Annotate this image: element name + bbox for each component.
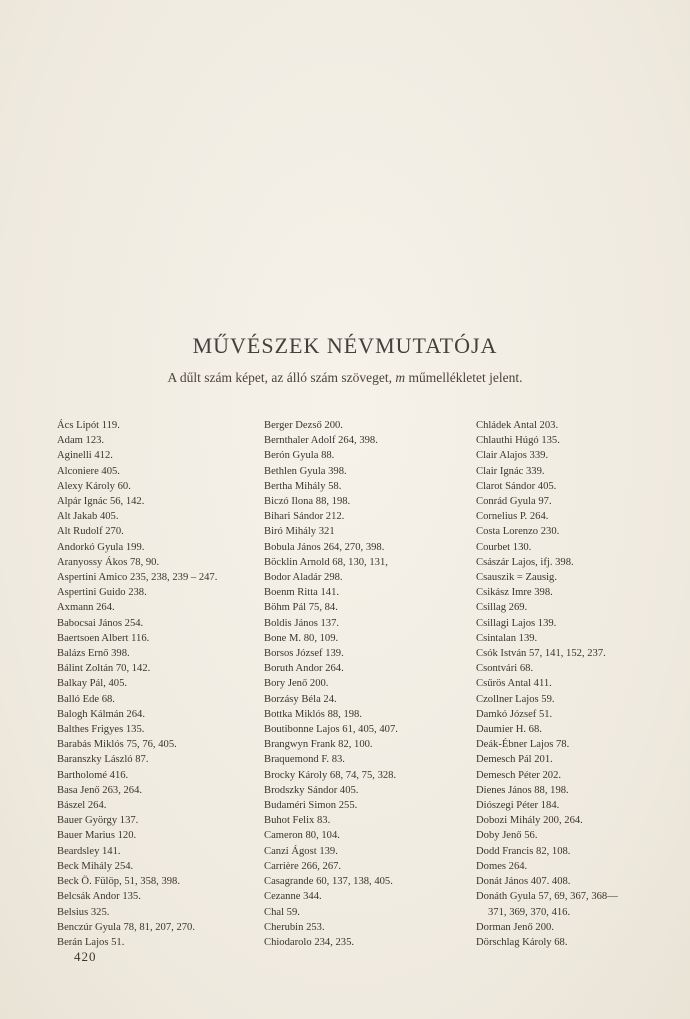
index-entry: Bernthaler Adolf 264, 398.	[264, 435, 378, 447]
index-entry: Babocsai János 254.	[57, 617, 144, 629]
index-entry: Demesch Péter 202.	[476, 769, 562, 781]
index-entry: Dodd Francis 82, 108.	[476, 845, 571, 857]
index-entry: Andorkó Gyula 199.	[57, 541, 145, 553]
index-entry: Axmann 264.	[57, 602, 115, 614]
index-entry: Baertsoen Albert 116.	[57, 632, 150, 644]
index-column-1	[57, 418, 257, 950]
index-entry: Balló Ede 68.	[57, 693, 115, 705]
index-entry: Bethlen Gyula 398.	[264, 465, 347, 477]
index-entry: Bartholomé 416.	[57, 769, 129, 781]
index-entry: Brangwyn Frank 82, 100.	[264, 739, 373, 751]
index-entry: Cornelius P. 264.	[476, 511, 549, 523]
index-entry: Beck Mihály 254.	[57, 860, 134, 872]
index-entry: Csillagi Lajos 139.	[476, 617, 557, 629]
index-entry: Aginelli 412.	[57, 450, 113, 462]
index-entry: Bauer Marius 120.	[57, 830, 137, 842]
index-entry: Beardsley 141.	[57, 845, 121, 857]
index-entry: Csillag 269.	[476, 602, 528, 614]
index-entry: Brocky Károly 68, 74, 75, 328.	[264, 769, 397, 781]
index-entry: Böhm Pál 75, 84.	[264, 602, 338, 614]
index-entry: Csűrös Antal 411.	[476, 678, 552, 690]
index-entry: Bálint Zoltán 70, 142.	[57, 663, 151, 675]
index-entry: Clair Alajos 339.	[476, 450, 549, 462]
index-entry: Boenm Ritta 141.	[264, 587, 340, 599]
index-entry: Bobula János 264, 270, 398.	[264, 541, 385, 553]
index-entry: Conrád Gyula 97.	[476, 496, 552, 508]
index-entry: Bone M. 80, 109.	[264, 632, 339, 644]
index-entry: Bauer György 137.	[57, 815, 139, 827]
index-entry: Domes 264.	[476, 860, 528, 872]
index-entry: Belsius 325.	[57, 906, 110, 918]
index-entry: Cezanne 344.	[264, 891, 322, 903]
index-entry: Casagrande 60, 137, 138, 405.	[264, 876, 393, 888]
index-entry: Dienes János 88, 198.	[476, 784, 569, 796]
index-entry: Budaméri Simon 255.	[264, 800, 358, 812]
subtitle-text-end: műmellékletet jelent.	[408, 370, 523, 385]
index-entry: Alt Rudolf 270.	[57, 526, 124, 538]
index-entry: Baranszky László 87.	[57, 754, 149, 766]
index-entry: Cherubin 253.	[264, 921, 325, 933]
index-entry: Bottka Miklós 88, 198.	[264, 708, 362, 720]
index-entry: Boldis János 137.	[264, 617, 340, 629]
index-entry: Biczó Ilona 88, 198.	[264, 496, 351, 508]
index-entry: Berón Gyula 88.	[264, 450, 335, 462]
index-entry: Aranyossy Ákos 78, 90.	[57, 556, 160, 568]
subtitle	[0, 370, 690, 386]
index-entry: Bory Jenő 200.	[264, 678, 329, 690]
index-entry: Berán Lajos 51.	[57, 936, 125, 948]
index-entry: Clair Ignác 339.	[476, 465, 545, 477]
index-entry: Dorman Jenő 200.	[476, 921, 554, 933]
index-entry: Alexy Károly 60.	[57, 480, 131, 492]
index-entry: Deák-Ébner Lajos 78.	[476, 739, 570, 751]
index-entry: 371, 369, 370, 416.	[488, 906, 571, 918]
index-entry: Brodszky Sándor 405.	[264, 784, 359, 796]
index-entry: Belcsák Andor 135.	[57, 891, 141, 903]
index-entry: Bihari Sándor 212.	[264, 511, 345, 523]
index-entry: Barabás Miklós 75, 76, 405.	[57, 739, 177, 751]
index-entry: Balthes Frigyes 135.	[57, 724, 145, 736]
index-entry: Daumier H. 68.	[476, 724, 542, 736]
index-entry: Bertha Mihály 58.	[264, 480, 342, 492]
index-entry: Costa Lorenzo 230.	[476, 526, 560, 538]
index-entry: Basa Jenő 263, 264.	[57, 784, 143, 796]
index-entry: Aspertini Amico 235, 238, 239 – 247.	[57, 572, 218, 584]
index-entry: Ács Lipót 119.	[57, 420, 120, 431]
index-entry: Chládek Antal 203.	[476, 420, 559, 431]
index-entry: Biró Mihály 321	[264, 526, 335, 538]
index-entry: Czollner Lajos 59.	[476, 693, 555, 705]
index-entry: Canzi Ágost 139.	[264, 845, 338, 857]
index-column-2	[264, 418, 469, 950]
index-entry: Alt Jakab 405.	[57, 511, 119, 523]
index-entry: Borzásy Béla 24.	[264, 693, 337, 705]
index-entry: Donát János 407. 408.	[476, 876, 571, 888]
index-entry: Chiodarolo 234, 235.	[264, 936, 355, 948]
index-entry: Chlauthi Húgó 135.	[476, 435, 560, 447]
index-entry: Chal 59.	[264, 906, 300, 918]
index-entry: Donáth Gyula 57, 69, 367, 368—	[476, 891, 618, 903]
index-entry: Boutibonne Lajos 61, 405, 407.	[264, 724, 398, 736]
index-entry: Balázs Ernő 398.	[57, 648, 130, 660]
index-entry: Clarot Sándor 405.	[476, 480, 557, 492]
index-entry: Berger Dezső 200.	[264, 420, 343, 431]
index-entry: Doby Jenő 56.	[476, 830, 538, 842]
index-entry: Buhot Felix 83.	[264, 815, 331, 827]
index-entry: Alconiere 405.	[57, 465, 120, 477]
index-entry: Balogh Kálmán 264.	[57, 708, 145, 720]
page-number: 420	[74, 949, 97, 964]
index-entry: Csauszik = Zausig.	[476, 572, 558, 584]
index-entry: Dobozi Mihály 200, 264.	[476, 815, 583, 827]
index-entry: Császár Lajos, ifj. 398.	[476, 556, 574, 568]
index-entry: Csintalan 139.	[476, 632, 538, 644]
index-entry: Cameron 80, 104.	[264, 830, 340, 842]
index-entry: Carrière 266, 267.	[264, 860, 342, 872]
index-entry: Benczúr Gyula 78, 81, 207, 270.	[57, 921, 195, 933]
index-entry: Adam 123.	[57, 435, 105, 447]
index-entry: Courbet 130.	[476, 541, 532, 553]
index-entry: Alpár Ignác 56, 142.	[57, 496, 145, 508]
subtitle-text: A dűlt szám képet, az álló szám szöveget,	[167, 370, 393, 385]
index-entry: Dörschlag Károly 68.	[476, 936, 568, 948]
index-column-3	[476, 418, 681, 950]
index-entry: Damkó József 51.	[476, 708, 553, 720]
index-entry: Aspertini Guido 238.	[57, 587, 147, 599]
index-entry: Boruth Andor 264.	[264, 663, 344, 675]
index-entry: Braquemond F. 83.	[264, 754, 345, 766]
index-entry: Csók István 57, 141, 152, 237.	[476, 648, 606, 660]
index-entry: Beck Ö. Fülöp, 51, 358, 398.	[57, 876, 181, 888]
index-entry: Bodor Aladár 298.	[264, 572, 343, 584]
index-entry: Balkay Pál, 405.	[57, 678, 128, 690]
subtitle-m-symbol: m	[395, 370, 406, 385]
index-entry: Csikász Imre 398.	[476, 587, 553, 599]
index-entry: Demesch Pál 201.	[476, 754, 553, 766]
index-entry: Bászel 264.	[57, 800, 107, 812]
index-entry: Borsos József 139.	[264, 648, 344, 660]
index-entry: Csontvári 68.	[476, 663, 534, 675]
index-entry: Böcklin Arnold 68, 130, 131,	[264, 556, 388, 568]
page-title: MŰVÉSZEK NÉVMUTATÓJA	[192, 333, 498, 358]
index-entry: Diószegi Péter 184.	[476, 800, 560, 812]
